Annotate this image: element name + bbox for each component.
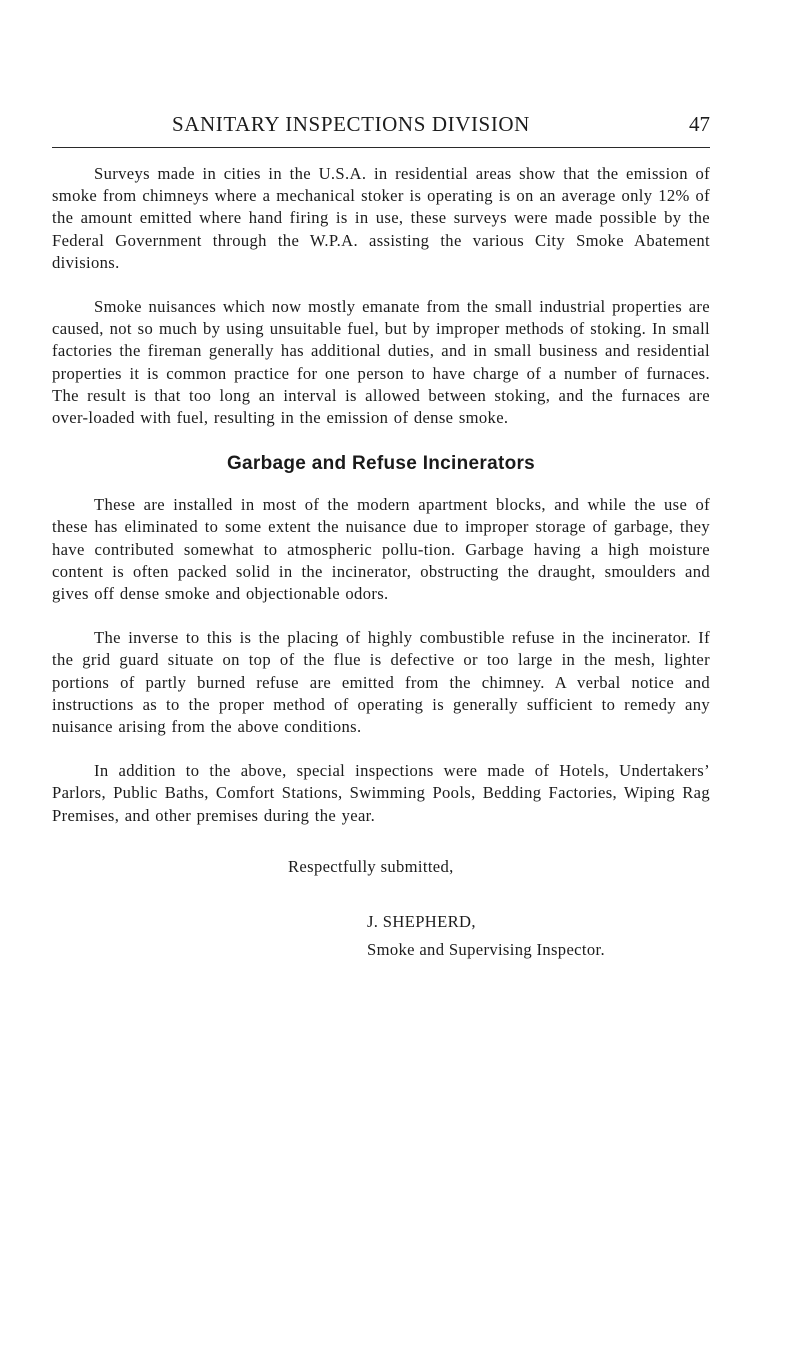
header-rule	[52, 147, 710, 148]
paragraph-incinerators-installed: These are installed in most of the modern apartment blocks, and while the use of these has eliminated to some extent the nuisance due to improper storage of garbage, they have contributed somewhat to atmospheric pollu-tion. Garbage having a high moisture content is often packed solid in the incinerator, obstructing the draught, smoulders and gives off dense smoke and objectionable odors.	[52, 495, 710, 604]
sign-off: Respectfully submitted,	[288, 856, 454, 876]
body-text	[52, 163, 710, 960]
closing-block	[52, 857, 710, 960]
paragraph-special-inspections: In addition to the above, special inspections were made of Hotels, Undertakers’ Parlors, Public Baths, Comfort Stations, Swimming Pools, Bedding Factories, Wiping Rag Premises, and other premises during the year.	[52, 761, 710, 825]
paragraph-combustible-refuse: The inverse to this is the placing of highly combustible refuse in the incinerator. If the grid guard situate on top of the flue is defective or too large in the mesh, lighter portions of partly burned refuse are emitted from the chimney. A verbal notice and instructions as to the proper method of operating is generally sufficient to remedy any nuisance arising from the above conditions.	[52, 628, 710, 737]
paragraph-smoke-nuisances: Smoke nuisances which now mostly emanate from the small industrial properties are caused, not so much by using unsuitable fuel, but by improper methods of stoking. In small factories the fireman generally has additional duties, and in small business and residential properties it is common practice for one person to have charge of a number of furnaces. The result is that too long an interval is allowed between stoking, and the furnaces are over-loaded with fuel, resulting in the emission of dense smoke.	[52, 297, 710, 428]
signatory-name: J. SHEPHERD,	[367, 911, 476, 931]
running-header	[52, 112, 710, 142]
page-number: 47	[689, 112, 710, 136]
section-heading: Garbage and Refuse Incinerators	[226, 453, 536, 475]
signatory-title: Smoke and Supervising Inspector.	[367, 939, 605, 959]
paragraph-smoke-surveys: Surveys made in cities in the U.S.A. in residential areas show that the emission of smoke from chimneys where a mechanical stoker is operating is on an average only 12% of the amount emitted where hand firing is in use, these surveys were made possible by the Federal Government through the W.P.A. assisting the various City Smoke Abatement divisions.	[52, 164, 710, 272]
running-title: SANITARY INSPECTIONS DIVISION	[172, 112, 530, 136]
